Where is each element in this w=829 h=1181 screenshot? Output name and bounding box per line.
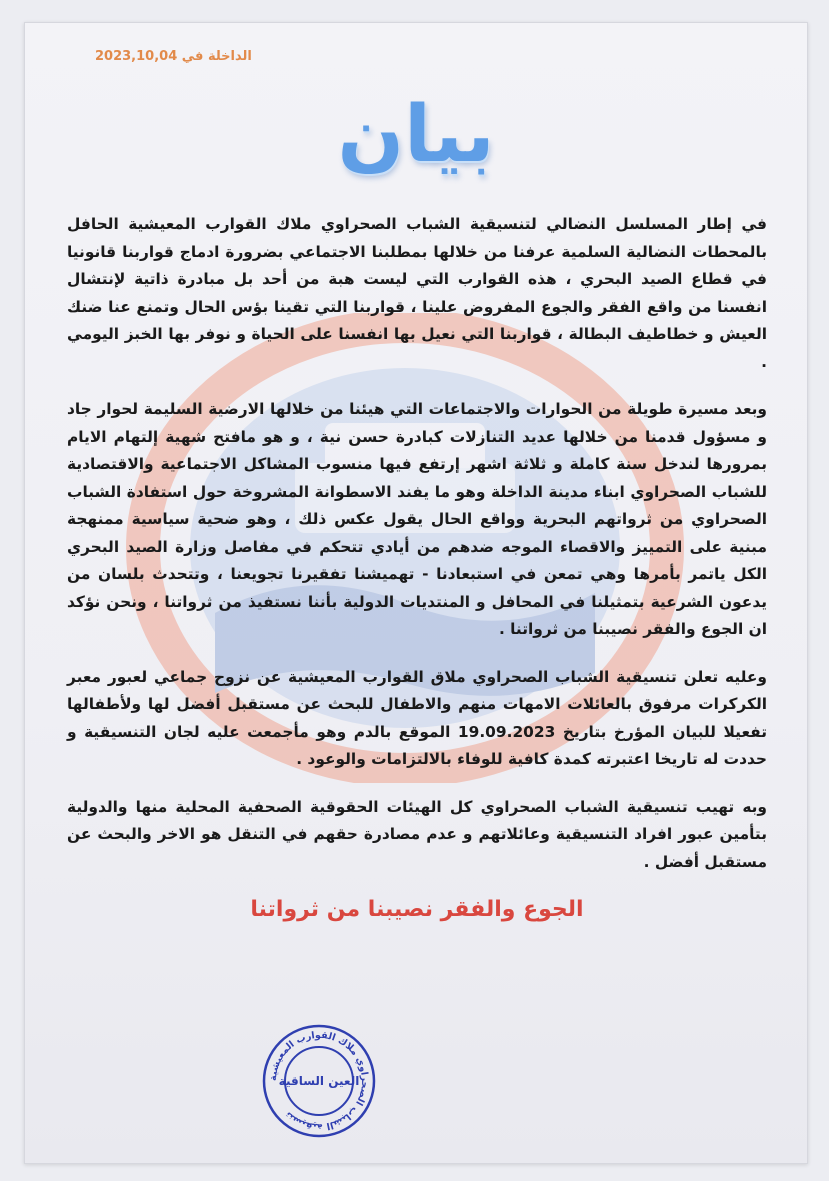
paragraph-intro: في إطار المسلسل النضالي لتنسيقية الشباب الصحراوي ملاك القوارب المعيشية الحافل بالمحطات النضالية السلمية عرفنا من خلالها بمطلبنا الاجتماعي بضرورة ادماج قواربنا قانونيا في قطاع الصيد البحري ، هذه القوارب التي ليست هبة من أحد بل مبادرة ذاتية لإنتشال انفسنا من واقع الفقر والجوع المفروض علينا ، قواربنا التي تقينا بؤس الحال وتمنع عنا ضنك العيش و خطاطيف البطالة ، قواربنا التي نعيل بها انفسنا على الحياة و نوفر بها الخبز اليومي .: [67, 215, 767, 371]
slogan: الجوع والفقر نصيبنا من ثرواتنا: [250, 897, 584, 922]
statement-body: [67, 211, 767, 944]
date-line: الداخلة في 2023,10,04: [95, 49, 252, 64]
paragraph-background: وبعد مسيرة طويلة من الحوارات والاجتماعات التي هيئنا من خلالها الارضية السليمة لحوار جاد و مسؤول قدمنا من خلالها عديد التنازلات كبادرة حسن نية ، و هو مافتح شهية إلتهام الايام بمرورها لندخل سنة كاملة و ثلاثة اشهر إرتفع فيها منسوب المشاكل الاجتماعية والاقتصادية للشباب الصحراوي ابناء مدينة الداخلة وهو ما يفند الاسطوانة المشروخة حول استفادة الشباب الصحراوي من ثرواتهم البحرية وواقع الحال يقول عكس ذلك ، وهو ضحية سياسية ممنهجة مبنية على التمييز والاقصاء الموجه ضدهم من أيادي تتحكم في مفاصل وزارة الصيد البحري الكل ياتمر بأمرها وهي تمعن في استبعادنا - تهميشنا تفقيرنا تجويعنا ، وتتحدث بلسان من يدعون الشرعية بتمثيلنا في المحافل و المنتديات الدولية بأننا نستفيذ من ثرواتنا ، ونحن نؤكد ان الجوع والفقر نصيبنا من ثرواتنا .: [67, 400, 767, 638]
stamp-center-text: العين الساقية: [278, 1074, 360, 1088]
paragraph-announcement: وعليه تعلن تنسيقية الشباب الصحراوي ملاق القوارب المعيشية عن نزوح جماعي لعبور معبر الكركرات مرفوق بالعائلات الامهات منهم والاطفال للبحث عن مستقبل أفضل لها ولأطفالها تفعيلا للبيان المؤرخ بتاريخ 19.09.2023 الموقع بالدم وهو مأجمعت عليه لجان التنسيقية و حددت له تاريخا اعتبرته كمدة كافية للوفاء بالالتزامات والوعود .: [67, 667, 767, 768]
stamp-ring-text: تنسيقية الشباب الصحراوي ملاك القوارب المعيشية: [267, 1029, 371, 1133]
paragraph-appeal: وبه تهيب تنسيقية الشباب الصحراوي كل الهيئات الحقوقية الصحفية المحلية منها والدولية بتأمين عبور افراد التنسيقية وعائلاتهم و عدم مصادرة حقهم في التنقل هو الاخر والبحث عن مستقبل أفضل .: [67, 797, 767, 871]
document-page: [24, 22, 808, 1164]
page-title: بيان: [337, 90, 495, 180]
round-stamp-icon: [261, 1023, 377, 1139]
